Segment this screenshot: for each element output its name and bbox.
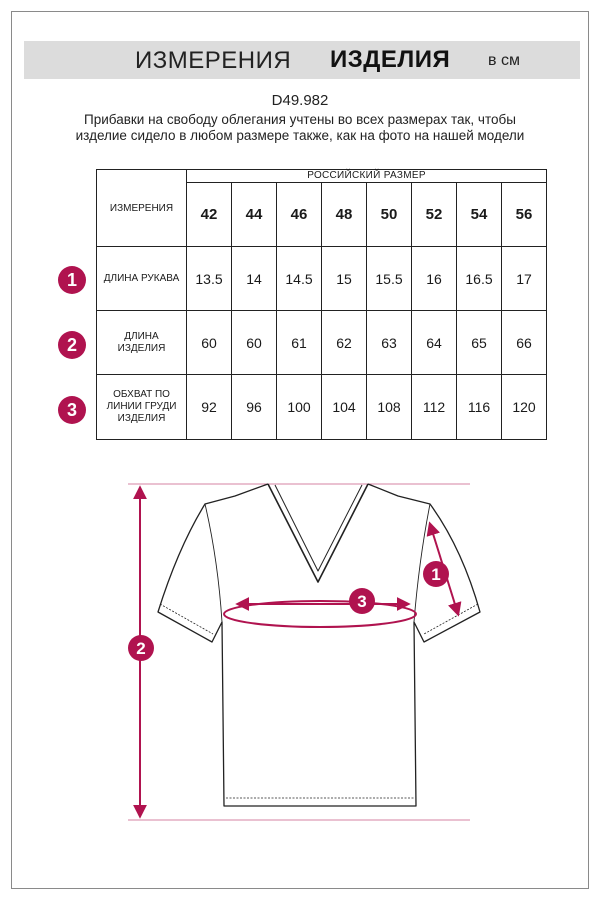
diagram-marker-2 (128, 635, 154, 661)
value-cell: 62 (322, 311, 367, 375)
measurements-header: ИЗМЕРЕНИЯ (97, 170, 187, 247)
size-46: 46 (277, 183, 322, 247)
value-cell: 14 (232, 247, 277, 311)
row-marker-2: 2 (58, 331, 86, 359)
size-54: 54 (457, 183, 502, 247)
guide-lines (128, 484, 470, 820)
value-cell: 14.5 (277, 247, 322, 311)
value-cell: 60 (187, 311, 232, 375)
fit-note: Прибавки на свободу облегания учтены во всех размерах так, чтобы изделие сидело в любом размере также, как на фото на нашей модели (75, 112, 525, 143)
row-marker-3: 3 (58, 396, 86, 424)
value-cell: 92 (187, 375, 232, 440)
svg-text:2: 2 (136, 639, 146, 658)
value-cell: 65 (457, 311, 502, 375)
row-label-line: ДЛИНА РУКАВА (103, 272, 180, 284)
value-cell: 16 (412, 247, 457, 311)
size-caption: РОССИЙСКИЙ РАЗМЕР (187, 170, 547, 183)
diagram-marker-1 (423, 561, 449, 587)
value-cell: 15 (322, 247, 367, 311)
value-cell: 61 (277, 311, 322, 375)
value-cell: 104 (322, 375, 367, 440)
value-cell: 66 (502, 311, 547, 375)
row-label-line: ДЛИНА (124, 330, 159, 342)
row-label-line: ИЗДЕЛИЯ (117, 413, 166, 424)
diagram-marker-3 (349, 588, 375, 614)
value-cell: 63 (367, 311, 412, 375)
article-number: D49.982 (271, 92, 329, 109)
header-title-part1: ИЗМЕРЕНИЯ (135, 47, 292, 74)
header-title-part2: ИЗДЕЛИЯ (330, 46, 451, 73)
value-cell: 15.5 (367, 247, 412, 311)
value-cell: 116 (457, 375, 502, 440)
svg-text:3: 3 (357, 592, 367, 611)
row-label-line: ИЗДЕЛИЯ (117, 342, 166, 354)
row-marker-1: 1 (58, 266, 86, 294)
header-unit: в см (488, 52, 520, 69)
size-52: 52 (412, 183, 457, 247)
value-cell: 64 (412, 311, 457, 375)
svg-text:1: 1 (431, 565, 441, 584)
value-cell: 13.5 (187, 247, 232, 311)
row-label-line: ЛИНИИ ГРУДИ (106, 401, 177, 412)
size-50: 50 (367, 183, 412, 247)
value-cell: 112 (412, 375, 457, 440)
row-label-line: ОБХВАТ ПО (113, 389, 170, 400)
value-cell: 16.5 (457, 247, 502, 311)
value-cell: 96 (232, 375, 277, 440)
value-cell: 108 (367, 375, 412, 440)
size-56: 56 (502, 183, 547, 247)
value-cell: 60 (232, 311, 277, 375)
size-48: 48 (322, 183, 367, 247)
value-cell: 100 (277, 375, 322, 440)
size-44: 44 (232, 183, 277, 247)
size-42: 42 (187, 183, 232, 247)
value-cell: 17 (502, 247, 547, 311)
value-cell: 120 (502, 375, 547, 440)
